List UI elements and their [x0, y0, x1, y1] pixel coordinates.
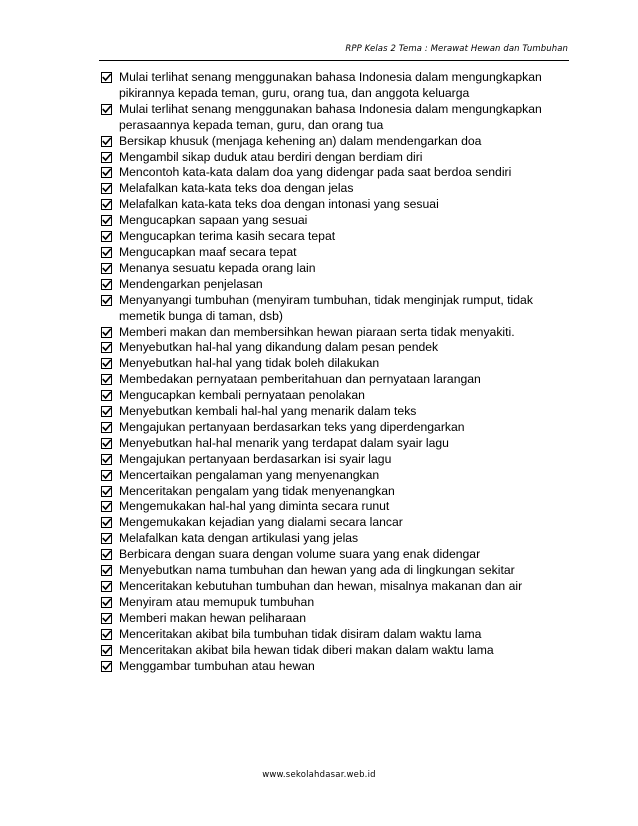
- checklist-item: [101, 468, 571, 484]
- checklist-item-text: Menyebutkan kembali hal-hal yang menarik dalam teks: [119, 404, 417, 419]
- checklist-item-text: Melafalkan kata dengan artikulasi yang jelas: [119, 531, 359, 546]
- checklist-item: [101, 277, 571, 293]
- checked-box-icon: [101, 374, 112, 385]
- checked-box-icon: [101, 565, 112, 576]
- checklist-item-text: Menceritakan akibat bila hewan tidak diberi makan dalam waktu lama: [119, 642, 494, 657]
- checked-box-icon: [101, 104, 112, 115]
- checklist-item: [101, 150, 571, 166]
- checked-box-icon: [101, 406, 112, 417]
- checked-box-icon: [101, 342, 112, 353]
- checklist-item: [101, 404, 571, 420]
- checked-box-icon: [101, 422, 112, 433]
- checked-box-icon: [101, 358, 112, 369]
- checklist-item-text: Mencertaikan pengalaman yang menyenangkan: [119, 467, 380, 482]
- checklist-item: [101, 515, 571, 531]
- checked-box-icon: [101, 486, 112, 497]
- checklist-item: [101, 420, 571, 436]
- checklist-item: [101, 213, 571, 229]
- checklist-item: [101, 627, 571, 643]
- checklist-item: [101, 595, 571, 611]
- checklist-item-text: Melafalkan kata-kata teks doa dengan jelas: [119, 181, 354, 196]
- checked-box-icon: [101, 279, 112, 290]
- checklist-item: [101, 388, 571, 404]
- checklist-item: [101, 134, 571, 150]
- checklist-item: [101, 563, 571, 579]
- checklist-item-text: Mendengarkan penjelasan: [119, 276, 263, 291]
- checked-box-icon: [101, 390, 112, 401]
- checklist-item-text: Mulai terlihat senang menggunakan bahasa Indonesia dalam mengungkapkan perasaannya kepada teman, guru, dan orang tua: [119, 101, 542, 132]
- checked-box-icon: [101, 629, 112, 640]
- checked-box-icon: [101, 597, 112, 608]
- checked-box-icon: [101, 231, 112, 242]
- checked-box-icon: [101, 438, 112, 449]
- checklist-item-text: Mengucapkan terima kasih secara tepat: [119, 229, 336, 244]
- checklist-item-text: Mengajukan pertanyaan berdasarkan teks yang diperdengarkan: [119, 419, 465, 434]
- checklist-item: [101, 181, 571, 197]
- checked-box-icon: [101, 199, 112, 210]
- checklist-item-text: Menyiram atau memupuk tumbuhan: [119, 594, 315, 609]
- checklist-item-text: Membedakan pernyataan pemberitahuan dan pernyataan larangan: [119, 372, 481, 387]
- checklist-item-text: Menanya sesuatu kepada orang lain: [119, 260, 316, 275]
- checklist-item: [101, 643, 571, 659]
- checklist-item: [101, 531, 571, 547]
- checklist-item: [101, 436, 571, 452]
- checklist-item: [101, 579, 571, 595]
- checked-box-icon: [101, 454, 112, 465]
- checklist-item-text: Memberi makan dan membersihkan hewan piaraan serta tidak menyakiti.: [119, 324, 515, 339]
- checked-box-icon: [101, 183, 112, 194]
- checklist-item: [101, 356, 571, 372]
- checklist-item-text: Mengucapkan maaf secara tepat: [119, 244, 297, 259]
- checked-box-icon: [101, 549, 112, 560]
- checklist-item: [101, 197, 571, 213]
- checklist-item-text: Mengemukakan kejadian yang dialami secara lancar: [119, 515, 403, 530]
- checklist-item: [101, 261, 571, 277]
- checklist-item-text: Menggambar tumbuhan atau hewan: [119, 658, 315, 673]
- checklist-item: [101, 229, 571, 245]
- checked-box-icon: [101, 533, 112, 544]
- checklist-item-text: Menceritakan akibat bila tumbuhan tidak disiram dalam waktu lama: [119, 626, 482, 641]
- checklist-item-text: Menyebutkan hal-hal menarik yang terdapat dalam syair lagu: [119, 435, 449, 450]
- checklist-item-text: Menceritakan pengalam yang tidak menyenangkan: [119, 483, 395, 498]
- checklist-item-text: Mengucapkan sapaan yang sesuai: [119, 213, 308, 228]
- page-footer-url: www.sekolahdasar.web.id: [262, 770, 376, 780]
- checklist-item: [101, 102, 571, 134]
- checklist-item-text: Mengemukakan hal-hal yang diminta secara runut: [119, 499, 390, 514]
- checked-box-icon: [101, 613, 112, 624]
- checklist-item: [101, 547, 571, 563]
- indicator-checklist: [101, 70, 571, 674]
- checked-box-icon: [101, 167, 112, 178]
- checked-box-icon: [101, 327, 112, 338]
- checklist-item: [101, 499, 571, 515]
- checked-box-icon: [101, 501, 112, 512]
- checked-box-icon: [101, 517, 112, 528]
- checked-box-icon: [101, 295, 112, 306]
- checklist-item-text: Menceritakan kebutuhan tumbuhan dan hewan, misalnya makanan dan air: [119, 579, 523, 593]
- checklist-item: [101, 70, 571, 102]
- checked-box-icon: [101, 263, 112, 274]
- checked-box-icon: [101, 136, 112, 147]
- checklist-item-text: Mengajukan pertanyaan berdasarkan isi syair lagu: [119, 451, 392, 466]
- checked-box-icon: [101, 661, 112, 672]
- checklist-item-text: Menyebutkan nama tumbuhan dan hewan yang ada di lingkungan sekitar: [119, 563, 515, 578]
- checklist-item: [101, 372, 571, 388]
- checklist-item-text: Menyebutkan hal-hal yang tidak boleh dilakukan: [119, 356, 380, 371]
- checklist-item: [101, 659, 571, 675]
- checklist-item-text: Mencontoh kata-kata dalam doa yang didengar pada saat berdoa sendiri: [119, 165, 512, 180]
- checklist-item: [101, 340, 571, 356]
- checked-box-icon: [101, 581, 112, 592]
- checked-box-icon: [101, 152, 112, 163]
- checklist-item-text: Mengambil sikap duduk atau berdiri dengan berdiam diri: [119, 149, 423, 164]
- checklist-item-text: Menyanyangi tumbuhan (menyiram tumbuhan, tidak menginjak rumput, tidak memetik bunga di taman, dsb): [119, 292, 533, 323]
- checklist-item-text: Melafalkan kata-kata teks doa dengan intonasi yang sesuai: [119, 197, 439, 212]
- checked-box-icon: [101, 247, 112, 258]
- header-divider: [99, 60, 569, 61]
- checklist-item: [101, 452, 571, 468]
- checklist-item: [101, 245, 571, 261]
- checked-box-icon: [101, 72, 112, 83]
- checklist-item: [101, 165, 571, 181]
- checklist-item-text: Berbicara dengan suara dengan volume suara yang enak didengar: [119, 547, 481, 562]
- checklist-item: [101, 325, 571, 341]
- checklist-item-text: Mulai terlihat senang menggunakan bahasa Indonesia dalam mengungkapkan pikirannya kepada teman, guru, orang tua, dan anggota keluarga: [119, 70, 542, 100]
- checked-box-icon: [101, 470, 112, 481]
- checklist-item: [101, 611, 571, 627]
- checklist-item-text: Mengucapkan kembali pernyataan penolakan: [119, 388, 365, 403]
- checked-box-icon: [101, 645, 112, 656]
- page-header-title: RPP Kelas 2 Tema : Merawat Hewan dan Tumbuhan: [345, 44, 568, 54]
- checklist-item: [101, 293, 571, 325]
- checklist-item-text: Menyebutkan hal-hal yang dikandung dalam pesan pendek: [119, 340, 439, 355]
- checklist-item-text: Memberi makan hewan peliharaan: [119, 610, 306, 625]
- checked-box-icon: [101, 215, 112, 226]
- checklist-item: [101, 484, 571, 500]
- checklist-item-text: Bersikap khusuk (menjaga kehening an) dalam mendengarkan doa: [119, 133, 482, 148]
